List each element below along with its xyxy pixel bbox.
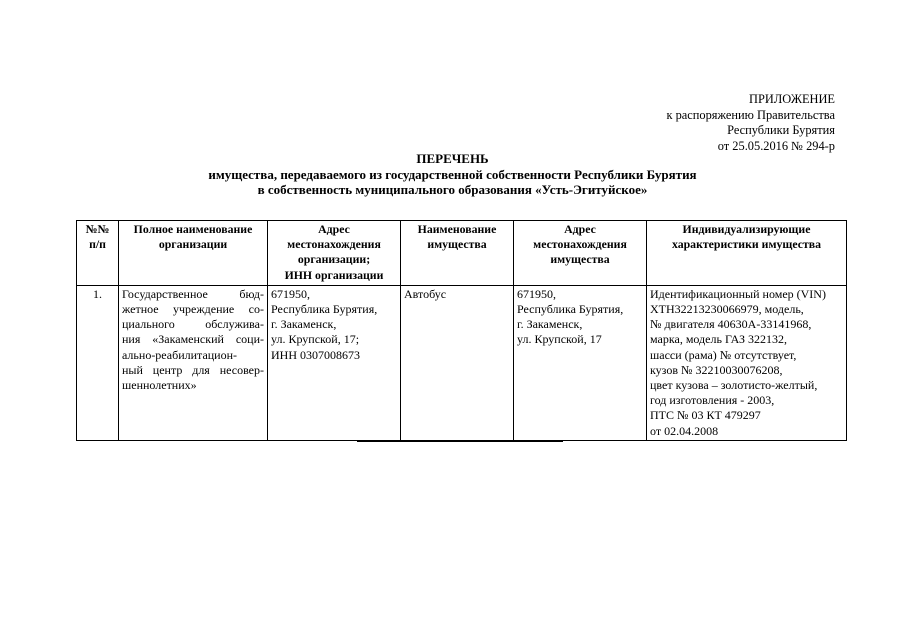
document-title xyxy=(0,151,905,198)
cell-line: ально-реабилитацион- xyxy=(122,347,238,362)
header-property-address xyxy=(514,221,647,286)
header-text: местонахождения xyxy=(287,237,381,252)
annex-reference: к распоряжению Правительства xyxy=(666,107,835,122)
cell-line: жетное учреждение со- xyxy=(122,302,264,317)
annex-authority: Республики Бурятия xyxy=(727,123,835,138)
header-text: Адрес xyxy=(564,222,596,236)
annex-date-number: от 25.05.2016 № 294-р xyxy=(717,138,835,153)
cell-line: кузов № 32210030076208, xyxy=(650,362,783,377)
header-text: Наименование xyxy=(417,222,497,236)
cell-line: шасси (рама) № отсутствует, xyxy=(650,347,797,362)
cell-line: ный центр для несовер- xyxy=(122,362,264,377)
header-text: Полное наименование xyxy=(133,222,253,236)
cell-line: г. Закаменск, xyxy=(271,317,337,332)
cell-property-name xyxy=(401,285,514,440)
header-property-name xyxy=(401,221,514,286)
cell-line: ул. Крупской, 17 xyxy=(517,332,602,347)
cell-line: Идентификационный номер (VIN) xyxy=(650,286,826,301)
header-org-address xyxy=(268,221,401,286)
cell-line: 671950, xyxy=(517,286,556,301)
cell-line: цвет кузова – золотисто-желтый, xyxy=(650,378,818,393)
header-text: организации; xyxy=(297,252,371,267)
cell-line: от 02.04.2008 xyxy=(650,423,719,438)
cell-property-address xyxy=(514,285,647,440)
annex-header xyxy=(666,92,835,154)
cell-line: год изготовления - 2003, xyxy=(650,393,775,408)
cell-line: г. Закаменск, xyxy=(517,317,583,332)
closing-divider xyxy=(357,441,563,442)
header-text: имущества xyxy=(427,237,487,252)
cell-characteristics xyxy=(647,285,847,440)
cell-line: марка, модель ГАЗ 322132, xyxy=(650,332,787,347)
header-org-name xyxy=(119,221,268,286)
cell-line: шеннолетних» xyxy=(122,378,197,393)
cell-line: Автобус xyxy=(404,286,447,301)
cell-line: ХТН32213230066979, модель, xyxy=(650,302,804,317)
header-text: характеристики имущества xyxy=(671,237,822,252)
cell-org-name xyxy=(119,285,268,440)
cell-line: 671950, xyxy=(271,286,310,301)
cell-line: ПТС № 03 КТ 479297 xyxy=(650,408,761,423)
title-subtitle-2: в собственность муниципального образования «Усть-Эгитуйское» xyxy=(257,182,648,198)
cell-line: № двигателя 40630А-33141968, xyxy=(650,317,812,332)
table-header-row xyxy=(77,221,847,286)
cell-line: Республика Бурятия, xyxy=(517,302,624,317)
property-table xyxy=(76,220,847,441)
cell-line: Республика Бурятия, xyxy=(271,302,378,317)
header-text: организации xyxy=(158,237,228,252)
title-heading: ПЕРЕЧЕНЬ xyxy=(416,151,489,166)
cell-org-address xyxy=(268,285,401,440)
header-text: п/п xyxy=(89,237,106,252)
cell-line: ИНН 0307008673 xyxy=(271,347,360,362)
cell-line: циального обслужива- xyxy=(122,317,264,332)
annex-label: ПРИЛОЖЕНИЕ xyxy=(749,92,835,106)
header-text: местонахождения xyxy=(533,237,627,252)
header-text: №№ xyxy=(85,222,110,236)
title-subtitle-1: имущества, передаваемого из государственной собственности Республики Бурятия xyxy=(208,166,697,182)
cell-line: ул. Крупской, 17; xyxy=(271,332,360,347)
cell-num: 1. xyxy=(77,285,119,440)
header-num xyxy=(77,221,119,286)
table-row xyxy=(77,285,847,440)
header-text: Адрес xyxy=(318,222,350,236)
header-text: имущества xyxy=(550,252,610,267)
header-text: Индивидуализирующие xyxy=(682,222,811,236)
cell-line: Государственное бюд- xyxy=(122,286,264,301)
header-characteristics xyxy=(647,221,847,286)
header-text: ИНН организации xyxy=(284,267,384,282)
cell-line: ния «Закаменский соци- xyxy=(122,332,264,347)
